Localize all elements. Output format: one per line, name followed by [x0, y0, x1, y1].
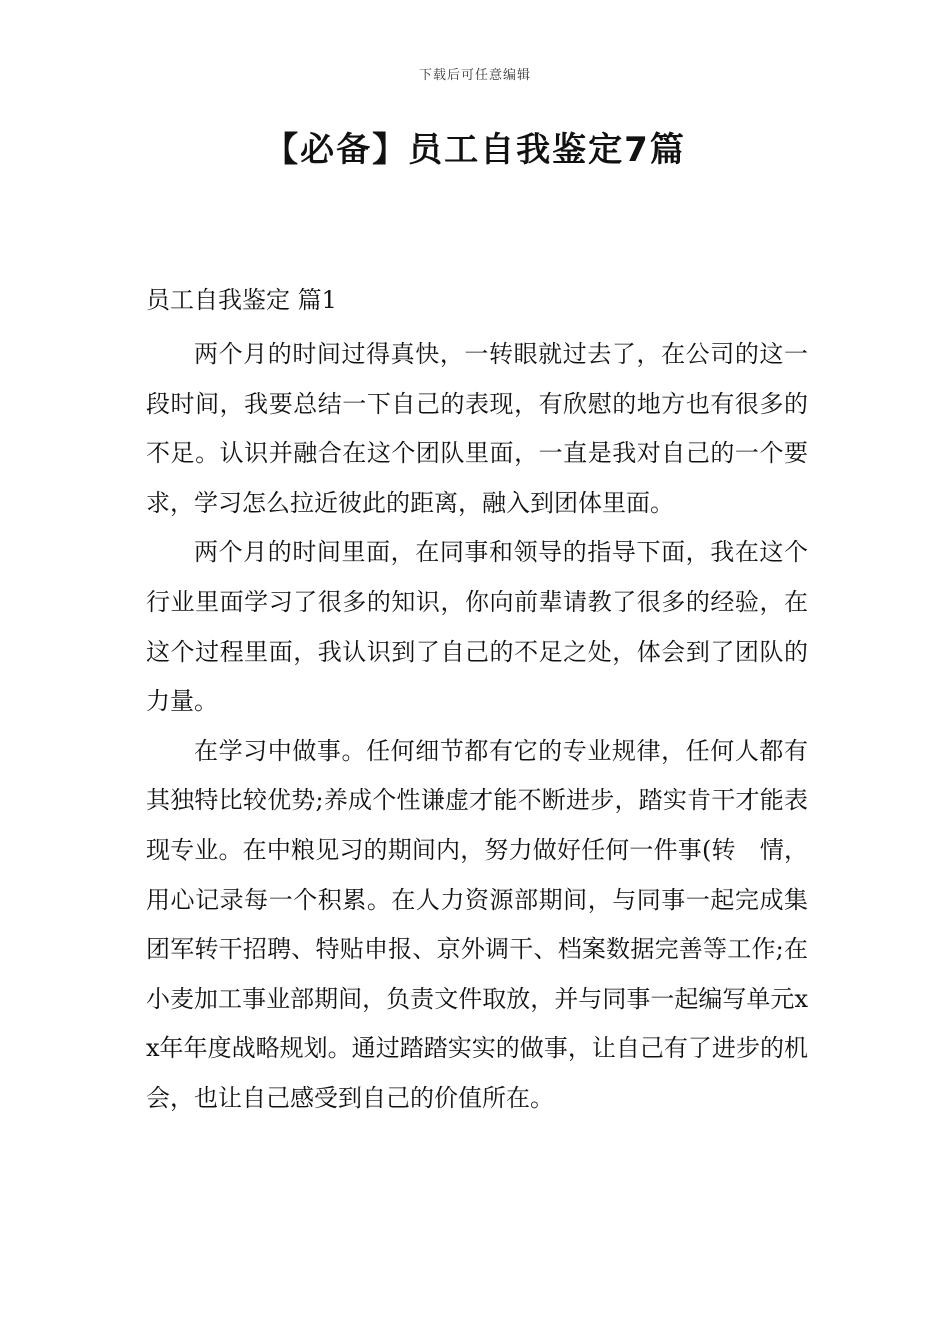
paragraph-3: 在学习中做事。任何细节都有它的专业规律，任何人都有其独特比较优势;养成个性谦虚才能不断进步，踏实肯干才能表现专业。在中粮见习的期间内，努力做好任何一件事(转 情，用心记录每一个积累。在人力资源部期间，与同事一起完成集团军转干招聘、特贴申报、京外调干、档案数据完善等工作;在小麦加工事业部期间，负责文件取放，并与同事一起编写单元xx年年度战略规划。通过踏踏实实的做事，让自己有了进步的机会，也让自己感受到自己的价值所在。	[146, 736, 808, 1112]
document-title: 【必备】员工自我鉴定7篇	[264, 130, 686, 170]
header-note: 下载后可任意编辑	[418, 68, 531, 83]
paragraph-1: 两个月的时间过得真快，一转眼就过去了，在公司的这一段时间，我要总结一下自己的表现，有欣慰的地方也有很多的不足。认识并融合在这个团队里面，一直是我对自己的一个要求，学习怎么拉近彼此的距离，融入到团体里面。	[146, 340, 808, 517]
document-body	[146, 282, 808, 1124]
section-heading: 员工自我鉴定 篇1	[146, 286, 337, 314]
paragraph-2: 两个月的时间里面，在同事和领导的指导下面，我在这个行业里面学习了很多的知识，你向前辈请教了很多的经验，在这个过程里面，我认识到了自己的不足之处，体会到了团队的力量。	[146, 538, 808, 716]
